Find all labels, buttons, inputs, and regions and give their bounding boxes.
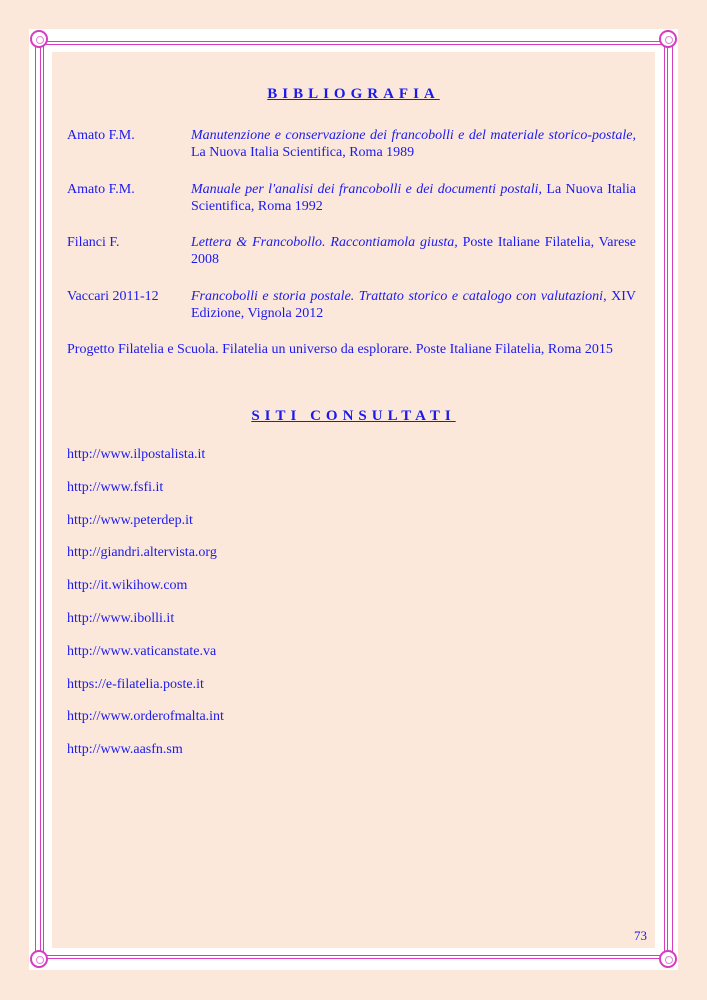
corner-ornament-icon <box>30 30 48 48</box>
border-line <box>34 955 673 956</box>
site-link[interactable]: http://www.ibolli.it <box>67 611 175 626</box>
bib-publisher: , La Nuova Italia Scientifica, Roma 1992 <box>191 182 636 214</box>
site-link[interactable]: https://e-filatelia.poste.it <box>67 677 204 692</box>
bib-author: Vaccari 2011-12 <box>67 289 159 304</box>
border-line <box>672 34 673 966</box>
bib-author: Filanci F. <box>67 235 120 250</box>
corner-ornament-icon <box>659 950 677 968</box>
site-link[interactable]: http://giandri.altervista.org <box>67 545 217 560</box>
site-link[interactable]: http://www.fsfi.it <box>67 480 164 495</box>
bib-entry <box>67 234 636 268</box>
bibliography-title: BIBLIOGRAFIA <box>267 86 440 102</box>
site-link[interactable]: http://www.peterdep.it <box>67 513 193 528</box>
border-line <box>43 34 44 966</box>
site-link[interactable]: http://www.orderofmalta.int <box>67 709 224 724</box>
corner-ornament-icon <box>30 950 48 968</box>
border-line <box>34 44 673 45</box>
bib-entry <box>67 127 636 161</box>
bib-title: Manutenzione e conservazione dei francobolli e del materiale storico-postale, <box>191 128 636 143</box>
site-link[interactable]: http://www.aasfn.sm <box>67 742 183 757</box>
bib-author: Amato F.M. <box>67 182 135 197</box>
bib-title: Manuale per l'analisi dei francobolli e dei documenti postali <box>191 182 539 197</box>
page-number: 73 <box>634 928 647 943</box>
border-line <box>35 34 36 966</box>
border-line <box>40 34 41 966</box>
site-link[interactable]: http://www.vaticanstate.va <box>67 644 217 659</box>
site-link[interactable]: http://it.wikihow.com <box>67 578 188 593</box>
border-line <box>34 41 673 42</box>
bib-title: Lettera & Francobollo. Raccontiamola giusta, <box>191 235 458 250</box>
bib-entry <box>67 181 636 215</box>
bib-extra: Progetto Filatelia e Scuola. Filatelia un universo da esplorare. Poste Italiane Filatelia, Roma 2015 <box>67 342 613 357</box>
corner-ornament-icon <box>659 30 677 48</box>
bib-author: Amato F.M. <box>67 128 135 143</box>
sites-title: SITI CONSULTATI <box>251 408 456 424</box>
bib-publisher: La Nuova Italia Scientifica, Roma 1989 <box>191 145 415 160</box>
bib-publisher: Poste Italiane Filatelia, Varese 2008 <box>191 235 636 267</box>
site-link[interactable]: http://www.ilpostalista.it <box>67 447 206 462</box>
border-line <box>34 958 673 959</box>
border-line <box>667 34 668 966</box>
bib-publisher: , XIV Edizione, Vignola 2012 <box>191 289 636 321</box>
border-line <box>664 34 665 966</box>
bib-entry <box>67 288 636 322</box>
bib-title: Francobolli e storia postale. Trattato storico e catalogo con valutazioni <box>191 289 604 304</box>
